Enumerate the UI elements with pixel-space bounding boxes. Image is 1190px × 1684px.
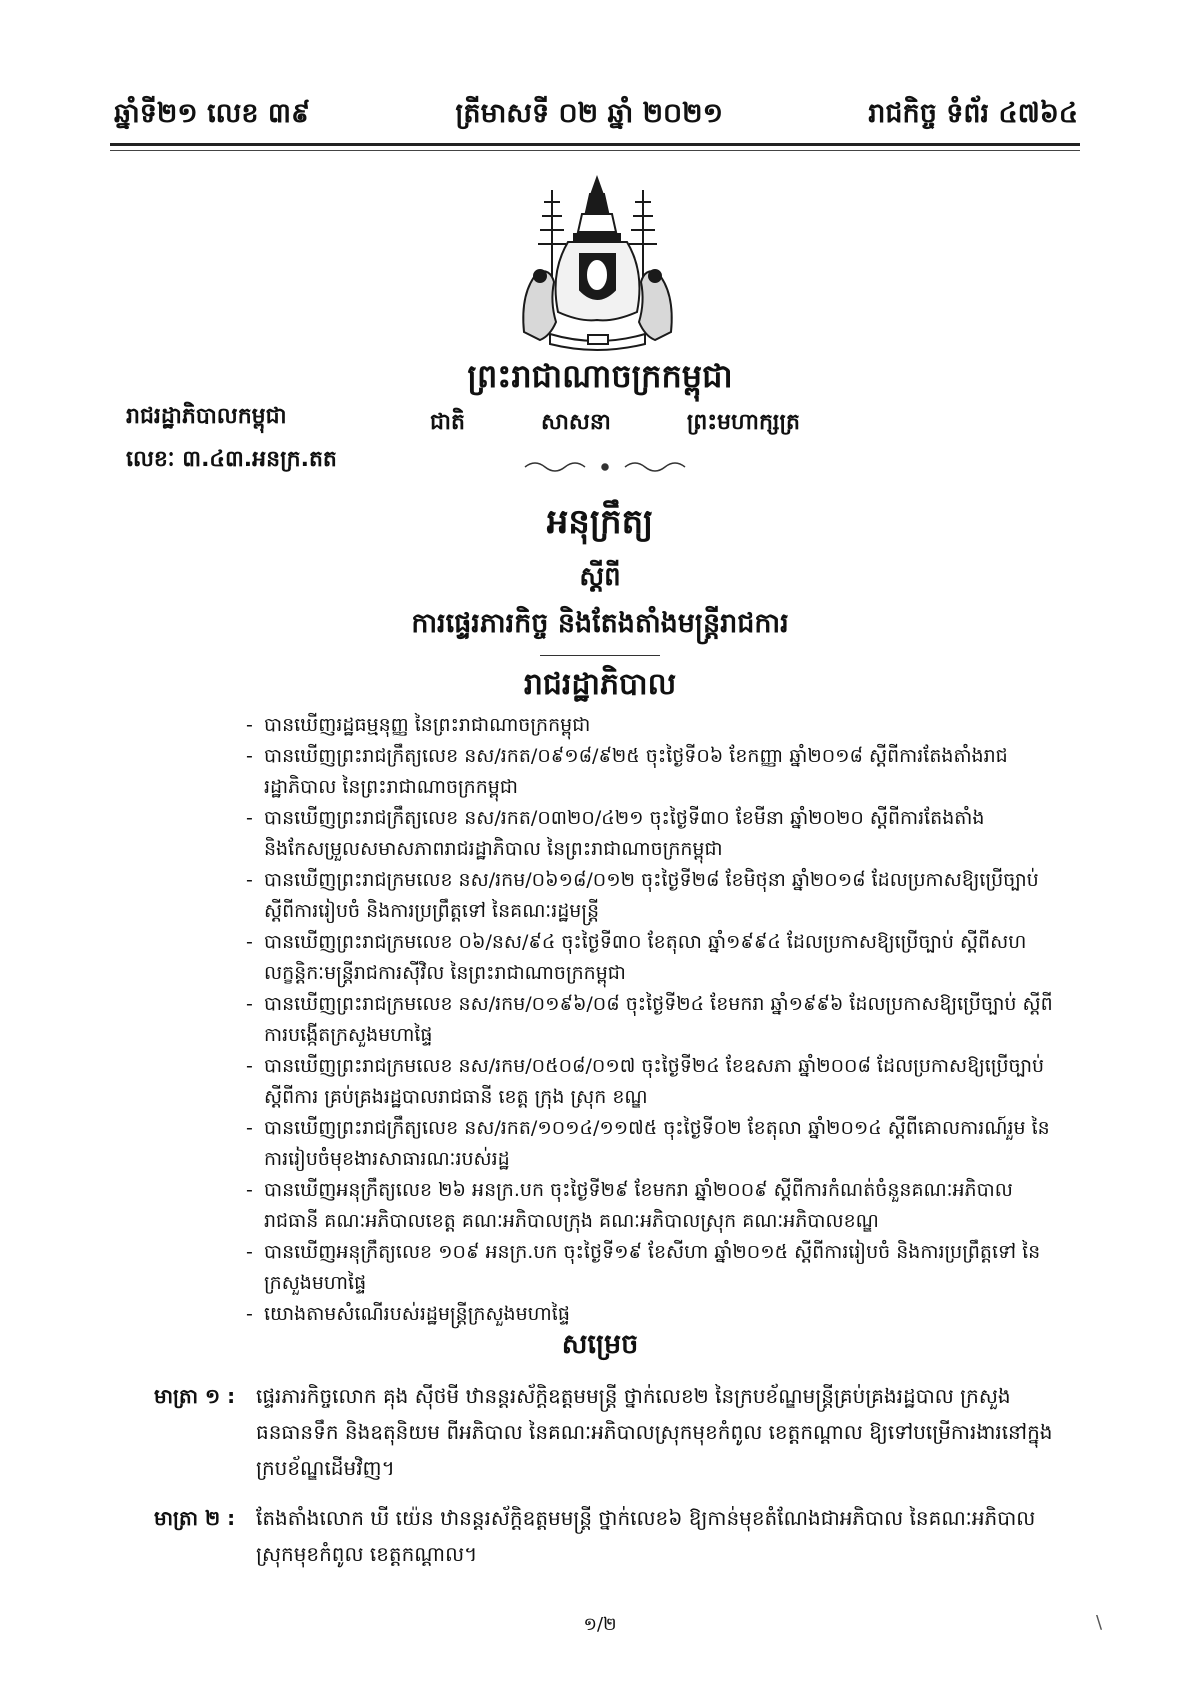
preamble-item: - បានឃើញព្រះរាជក្រឹត្យលេខ នស/រកត/០៩១៨/៩២៥ ចុះថ្ងៃទី០៦ ខែកញ្ញា ឆ្នាំ២០១៨ ស្តីពីការតែងតាំងរាជរដ្ឋាភិបាល នៃព្រះរាជាណាចក្រកម្ពុជា: [246, 741, 1056, 803]
document-subject: ការផ្ទេរភារកិច្ច និងតែងតាំងមន្ត្រីរាជការ: [411, 608, 789, 639]
preamble-item: - បានឃើញព្រះរាជក្រមលេខ ០៦/នស/៩៤ ចុះថ្ងៃទី៣០ ខែតុលា ឆ្នាំ១៩៩៤ ដែលប្រកាសឱ្យប្រើច្បាប់ ស្តីពីសហលក្ខន្តិកៈមន្ត្រីរាជការស៊ីវិល នៃព្រះរាជាណាចក្រកម្ពុជា: [246, 927, 1056, 989]
gazette-header: [114, 92, 1078, 140]
page-corner-mark: \: [1096, 1612, 1103, 1633]
preamble-item: - បានឃើញព្រះរាជក្រឹត្យលេខ នស/រកត/១០១៤/១១៧៥ ចុះថ្ងៃទី០២ ខែតុលា ឆ្នាំ២០១៤ ស្តីពីគោលការណ៍រួម នៃការរៀបចំមុខងារសាធារណៈរបស់រដ្ឋ: [246, 1113, 1056, 1175]
preamble-item: - បានឃើញព្រះរាជក្រមលេខ នស/រកម/០១៩៦/០៨ ចុះថ្ងៃទី២៤ ខែមករា ឆ្នាំ១៩៩៦ ដែលប្រកាសឱ្យប្រើច្បាប់ ស្តីពីការបង្កើតក្រសួងមហាផ្ទៃ: [246, 989, 1056, 1051]
article-1: [154, 1378, 1058, 1486]
subject-divider: [540, 655, 660, 656]
article-label: មាត្រា ២ :: [154, 1506, 236, 1530]
header-rule-thin: [110, 150, 1080, 151]
royal-coat-of-arms-icon: [510, 172, 685, 357]
article-2: [154, 1500, 1058, 1572]
preamble-item: - បានឃើញព្រះរាជក្រមលេខ នស/រកម/០៦១៨/០១២ ចុះថ្ងៃទី២៨ ខែមិថុនា ឆ្នាំ២០១៨ ដែលប្រកាសឱ្យប្រើច្បាប់ស្តីពីការរៀបចំ និងការប្រព្រឹត្តទៅ នៃគណៈរដ្ឋមន្ត្រី: [246, 865, 1056, 927]
preamble-list: [246, 710, 1056, 1330]
motto-king: ព្រះមហាក្សត្រ: [686, 410, 800, 435]
article-label: មាត្រា ១ :: [154, 1384, 236, 1408]
page-number: ១/២: [583, 1614, 617, 1635]
preamble-item: - យោងតាមសំណើរបស់រដ្ឋមន្ត្រីក្រសួងមហាផ្ទៃ: [246, 1299, 1056, 1330]
reference-number: លេខៈ ៣.៤៣.អនក្រ.តត: [126, 447, 337, 472]
motto-nation: ជាតិ: [430, 410, 465, 435]
issuing-authority: រាជរដ្ឋាភិបាលកម្ពុជា: [126, 404, 287, 429]
motto-religion: សាសនា: [540, 410, 611, 435]
preamble-item: - បានឃើញព្រះរាជក្រមលេខ នស/រកម/០៥០៨/០១៧ ចុះថ្ងៃទី២៤ ខែឧសភា ឆ្នាំ២០០៨ ដែលប្រកាសឱ្យប្រើច្បាប់ស្តីពីការ គ្រប់គ្រងរដ្ឋបាលរាជធានី ខេត្ត ក្រុង ស្រុក ខណ្ឌ: [246, 1051, 1056, 1113]
preamble-item: - បានឃើញព្រះរាជក្រឹត្យលេខ នស/រកត/០៣២០/៤២១ ចុះថ្ងៃទី៣០ ខែមីនា ឆ្នាំ២០២០ ស្តីពីការតែងតាំង និងកែសម្រួលសមាសភាពរាជរដ្ឋាភិបាល នៃព្រះរាជាណាចក្រកម្ពុជា: [246, 803, 1056, 865]
article-text: តែងតាំងលោក ឃី យ៉េន ឋានន្តរស័ក្តិឧត្តមមន្ត្រី ថ្នាក់លេខ៦ ឱ្យកាន់មុខតំណែងជាអភិបាល នៃគណៈអភិបាលស្រុកមុខកំពូល ខេត្តកណ្តាល។: [256, 1506, 1036, 1566]
decision-heading: សម្រេច: [561, 1329, 639, 1360]
gazette-issue: ឆ្នាំទី២១ លេខ ៣៩: [114, 97, 311, 129]
about-label: ស្តីពី: [579, 562, 621, 592]
preamble-item: - បានឃើញអនុក្រឹត្យលេខ ២៦ អនក្រ.បក ចុះថ្ងៃទី២៩ ខែមករា ឆ្នាំ២០០៩ ស្តីពីការកំណត់ចំនួនគណៈអភិបាលរាជធានី គណៈអភិបាលខេត្ត គណៈអភិបាលក្រុង គណៈអភិបាលស្រុក គណៈអភិបាលខណ្ឌ: [246, 1175, 1056, 1237]
header-rule-thick: [110, 143, 1080, 146]
preamble-item: - បានឃើញរដ្ឋធម្មនុញ្ញ នៃព្រះរាជាណាចក្រកម្ពុជា: [246, 710, 1056, 741]
article-text: ផ្ទេរភារកិច្ចលោក គុង ស៊ីថមី ឋានន្តរស័ក្តិឧត្តមមន្ត្រី ថ្នាក់លេខ២ នៃក្របខ័ណ្ឌមន្ត្រីគ្រប់គ្រងរដ្ឋបាល ក្រសួងធនធានទឹក និងឧតុនិយម ពីអភិបាល នៃគណៈអភិបាលស្រុកមុខកំពូល ខេត្តកណ្តាល ឱ្យទៅបម្រើការងារនៅក្នុងក្របខ័ណ្ឌដើមវិញ។: [256, 1384, 1053, 1480]
document-type: អនុក្រឹត្យ: [546, 502, 654, 542]
gazette-page-label: រាជកិច្ច ទំព័រ ៤៧៦៤: [868, 97, 1078, 129]
national-motto: [430, 408, 800, 440]
kingdom-name: ព្រះរាជាណាចក្រកម្ពុជា: [467, 357, 733, 395]
preamble-item: - បានឃើញអនុក្រឹត្យលេខ ១០៩ អនក្រ.បក ចុះថ្ងៃទី១៩ ខែសីហា ឆ្នាំ២០១៥ ស្តីពីការរៀបចំ និងការប្រព្រឹត្តទៅ នៃក្រសួងមហាផ្ទៃ: [246, 1237, 1056, 1299]
ornament-divider-icon: [520, 456, 690, 478]
authority-heading: រាជរដ្ឋាភិបាល: [523, 667, 677, 702]
gazette-date: ត្រីមាសទី ០២ ឆ្នាំ ២០២១: [455, 97, 724, 129]
